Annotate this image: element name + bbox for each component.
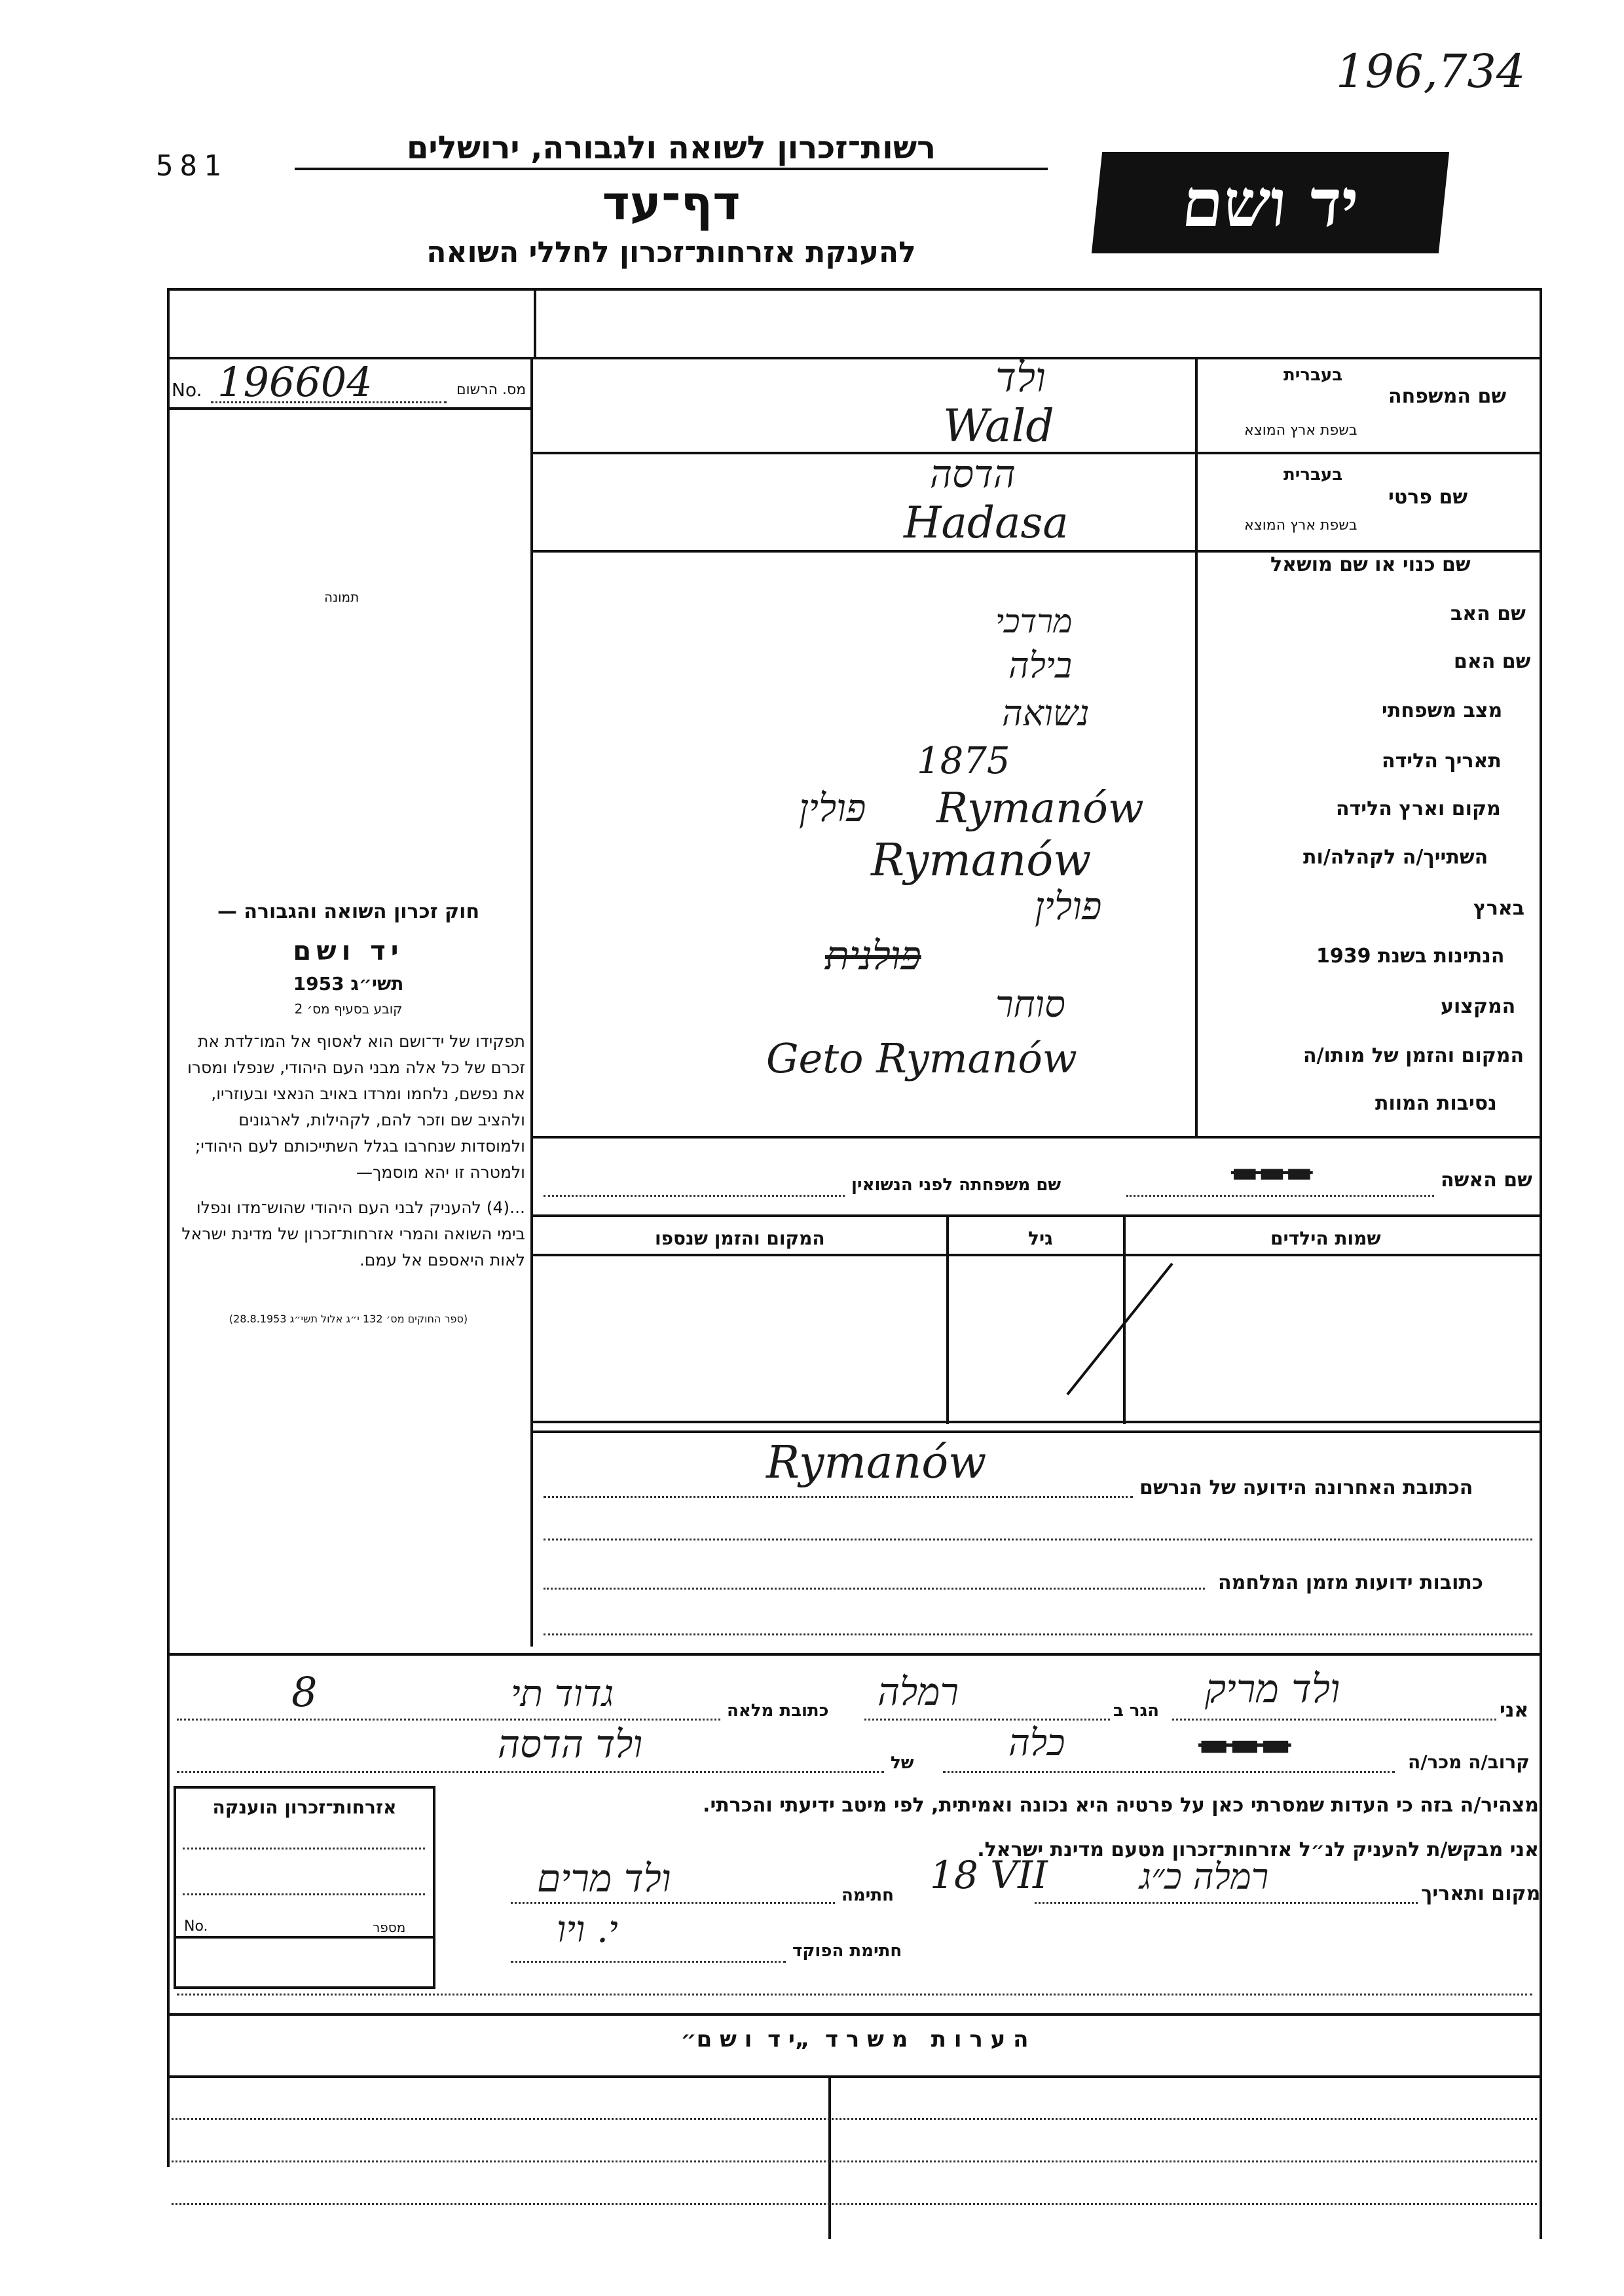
relative-label: קרוב/ה מכר/ה bbox=[1408, 1751, 1530, 1773]
children-header-bottom bbox=[532, 1254, 1541, 1256]
spouse-crossed-value: ▬▬▬ bbox=[1231, 1156, 1313, 1189]
country-label: בארץ bbox=[1473, 897, 1525, 920]
last-address-value: Rymanów bbox=[766, 1437, 987, 1489]
profession-label: המקצוע bbox=[1441, 995, 1516, 1018]
date-value: 18 VII bbox=[930, 1853, 1048, 1897]
last-address-label: הכתובת האחרונה הידועה של הנרשם bbox=[1139, 1476, 1473, 1499]
registration-no-label: No. bbox=[172, 379, 202, 401]
first-name-label: שם פרטי bbox=[1388, 486, 1468, 509]
declarant-name: ולד מריק bbox=[1205, 1666, 1340, 1712]
law-title: חוק זכרון השואה והגבורה — bbox=[217, 900, 480, 923]
country-value: פולין bbox=[1035, 884, 1102, 928]
place-date-value: רמלה כ״ג bbox=[1139, 1856, 1269, 1897]
signature-label: חתימה bbox=[841, 1886, 894, 1905]
first-name-origin-tag: בשפת ארץ המוצא bbox=[1244, 517, 1357, 534]
spouse-maiden-label: שם משפחתה לפני הנשואין bbox=[851, 1175, 1061, 1195]
archive-number: 196,734 bbox=[1336, 45, 1526, 98]
registration-label: מס. הרשום bbox=[456, 382, 526, 398]
registration-row bbox=[172, 358, 528, 409]
place-date-label: מקום ותאריך bbox=[1421, 1882, 1541, 1905]
birth-place-hebrew-value: פולין bbox=[799, 786, 866, 830]
frame-left bbox=[167, 288, 170, 2167]
wartime-address-label: כתובות ידועות מזמן המלחמה bbox=[1218, 1571, 1483, 1594]
memorial-box-dots-1 bbox=[183, 1848, 425, 1850]
page-number: 581 bbox=[156, 149, 228, 183]
address-top bbox=[532, 1430, 1541, 1433]
address-dots-2 bbox=[544, 1539, 1532, 1540]
declarant-street: גדוד תי bbox=[511, 1673, 614, 1715]
family-name-latin-value: Wald bbox=[943, 401, 1054, 452]
spouse-row-bottom bbox=[532, 1214, 1541, 1217]
death-place-label: המקום והזמן של מותו/ה bbox=[1303, 1044, 1524, 1067]
declaration-statement-2: אני מבקש/ת להעניק לנ״ל אזרחות־זכרון מטעם מדינת ישראל. bbox=[977, 1838, 1539, 1861]
officer-label: חתימת הפוקד bbox=[792, 1941, 902, 1961]
city-dots bbox=[864, 1719, 1110, 1721]
spouse-maiden-dots bbox=[544, 1195, 845, 1197]
upper-section-bottom bbox=[167, 1653, 1542, 1656]
family-name-hebrew-value: ולד bbox=[995, 354, 1046, 401]
children-names-header: שמות הילדים bbox=[1270, 1228, 1381, 1249]
spouse-label: שם האשה bbox=[1441, 1169, 1532, 1192]
children-table-bottom bbox=[532, 1421, 1541, 1423]
wartime-dots bbox=[544, 1588, 1205, 1590]
yad-vashem-logo bbox=[1092, 152, 1449, 253]
form-title: דף־עד bbox=[602, 175, 741, 230]
declaration-statement-1: מצהיר/ה בזה כי העדות שמסרתי כאן על פרטיה היא נכונה ואמיתית, לפי מיטב ידיעתי והכרתי. bbox=[703, 1794, 1539, 1817]
signature-value: ולד מרים bbox=[537, 1856, 671, 1901]
declaration-i-label: אני bbox=[1500, 1699, 1529, 1722]
death-place-value: Geto Rymanów bbox=[766, 1034, 1077, 1082]
officer-dots bbox=[511, 1961, 786, 1963]
frame-top bbox=[167, 288, 1542, 291]
memorial-box-number-label: מספר bbox=[373, 1920, 406, 1935]
memorial-box-title: אזרחות־זכרון הוענקה bbox=[212, 1796, 397, 1818]
signature-dots bbox=[511, 1902, 835, 1904]
birth-place-latin-value: Rymanów bbox=[936, 784, 1144, 833]
memorial-box-dots-2 bbox=[183, 1893, 425, 1895]
relation-value: כלה bbox=[1008, 1722, 1065, 1764]
form-subtitle: להענקת אזרחות־זכרון לחללי השואה bbox=[426, 236, 916, 269]
last-address-dots bbox=[544, 1496, 1133, 1498]
community-label: השתייך/ה לקהלה/ות bbox=[1303, 846, 1488, 869]
profession-value: סוחר bbox=[995, 983, 1065, 1026]
father-label: שם האב bbox=[1450, 602, 1526, 625]
frame-right bbox=[1540, 288, 1542, 2239]
memorial-citizenship-box bbox=[174, 1786, 435, 1989]
memorial-box-no: No. bbox=[184, 1918, 208, 1935]
relation-dots bbox=[943, 1771, 1395, 1773]
birth-place-label: מקום וארץ הלידה bbox=[1336, 797, 1501, 820]
full-address-dots bbox=[177, 1719, 720, 1721]
first-name-hebrew-tag: בעברית bbox=[1283, 465, 1343, 484]
birth-date-label: תאריך הלידה bbox=[1382, 750, 1502, 773]
authority-header: רשות־זכרון לשואה ולגבורה, ירושלים bbox=[295, 130, 1048, 170]
declarant-house-number: 8 bbox=[291, 1668, 318, 1716]
death-circumstances-label: נסיבות המוות bbox=[1375, 1092, 1497, 1115]
citizenship-label: הנתינות בשנת 1939 bbox=[1316, 945, 1505, 968]
personal-section-bottom bbox=[532, 1136, 1541, 1139]
law-block bbox=[172, 900, 525, 1325]
law-reference: (ספר החוקים מס׳ 132 י״ג אלול תשי״ג 28.8.1953) bbox=[229, 1313, 468, 1325]
registration-number: 196604 bbox=[217, 358, 373, 406]
birth-date-value: 1875 bbox=[917, 740, 1010, 782]
law-clause: קובע בסעיף מס׳ 2 bbox=[294, 1001, 403, 1017]
law-text-2: ...(4) להעניק לבני העם היהודי שהוש־מדו ונפלו בימי השואה והמרי אזרחות־זכרון של מדינת ישראל לאות היאספם אל עמם. bbox=[181, 1198, 525, 1269]
of-value: ולד הדסה bbox=[498, 1722, 643, 1766]
law-name: יד ושם bbox=[293, 936, 404, 966]
law-year: תשי״ג 1953 bbox=[293, 973, 404, 994]
full-address-label: כתובת מלאה bbox=[727, 1701, 829, 1721]
first-name-bottom bbox=[532, 550, 1541, 553]
nickname-label: שם כנוי או שם מושאל bbox=[1270, 553, 1471, 576]
citizenship-value: פולנית bbox=[825, 933, 921, 979]
label-column-divider bbox=[1195, 357, 1198, 1136]
notes-title-bottom bbox=[167, 2075, 1542, 2078]
first-name-latin-value: Hadasa bbox=[904, 498, 1069, 548]
notes-divider bbox=[828, 2075, 831, 2239]
top-row-bottom bbox=[167, 357, 1542, 359]
family-name-hebrew-tag: בעברית bbox=[1283, 365, 1343, 385]
first-name-hebrew-value: הדסה bbox=[930, 452, 1016, 496]
community-value: Rymanów bbox=[871, 835, 1092, 886]
family-name-origin-tag: בשפת ארץ המוצא bbox=[1244, 422, 1357, 439]
family-name-label: שם המשפחה bbox=[1388, 385, 1507, 408]
notes-dots-1 bbox=[172, 2118, 1537, 2120]
address-dots-3 bbox=[544, 1633, 1532, 1635]
marital-label: מצב משפחתי bbox=[1382, 699, 1503, 722]
mother-value: בילה bbox=[1008, 645, 1073, 686]
of-dots bbox=[177, 1771, 884, 1773]
notes-dots-3 bbox=[172, 2203, 1537, 2205]
declarant-dots bbox=[1172, 1719, 1496, 1721]
mother-label: שם האם bbox=[1454, 650, 1531, 673]
father-value: מרדכי bbox=[995, 602, 1073, 640]
marital-value: נשואה bbox=[1002, 693, 1090, 734]
of-label: של bbox=[891, 1753, 914, 1773]
office-notes-title: ה ע ר ו ת מ ש ר ד „י ד ו ש ם״ bbox=[680, 2026, 1029, 2052]
top-divider bbox=[534, 288, 536, 357]
children-col-2 bbox=[946, 1214, 949, 1424]
children-age-header: גיל bbox=[1028, 1228, 1053, 1249]
logo-text: יד ושם bbox=[1178, 164, 1363, 242]
photo-label: תמונה bbox=[324, 589, 360, 605]
children-place-header: המקום והזמן שנספו bbox=[655, 1228, 825, 1249]
officer-dots-2 bbox=[177, 1994, 1532, 1995]
spouse-dots bbox=[1126, 1195, 1434, 1197]
children-strike-line bbox=[1054, 1250, 1185, 1408]
officer-signature: י. ויו bbox=[557, 1908, 618, 1951]
notes-top bbox=[167, 2013, 1542, 2016]
registration-dots bbox=[211, 401, 447, 403]
notes-dots-2 bbox=[172, 2160, 1537, 2162]
memorial-box-mid bbox=[176, 1936, 433, 1939]
law-text: תפקידו של יד־ושם הוא לאסוף אל המו־לדת את זכרם של כל אלה מבני העם היהודי, שנפלו ומסרו את נפשם, נלחמו ומרדו באויב הנאצי ובעוזריו, ולהציב שם וזכר להם, לקהילות, לארגונים ולמוסדות שנחרבו בגלל השתייכותם לעם היהודי; ולמטרה זו יהא מוסמך— bbox=[187, 1032, 525, 1182]
declarant-city: רמלה bbox=[877, 1669, 959, 1714]
family-name-bottom bbox=[532, 452, 1541, 454]
registration-bottom bbox=[167, 407, 532, 410]
place-date-dots bbox=[1035, 1902, 1418, 1904]
relation-crossed: ▬▬▬ bbox=[1198, 1725, 1291, 1763]
resident-label: הגר ב bbox=[1113, 1701, 1160, 1721]
